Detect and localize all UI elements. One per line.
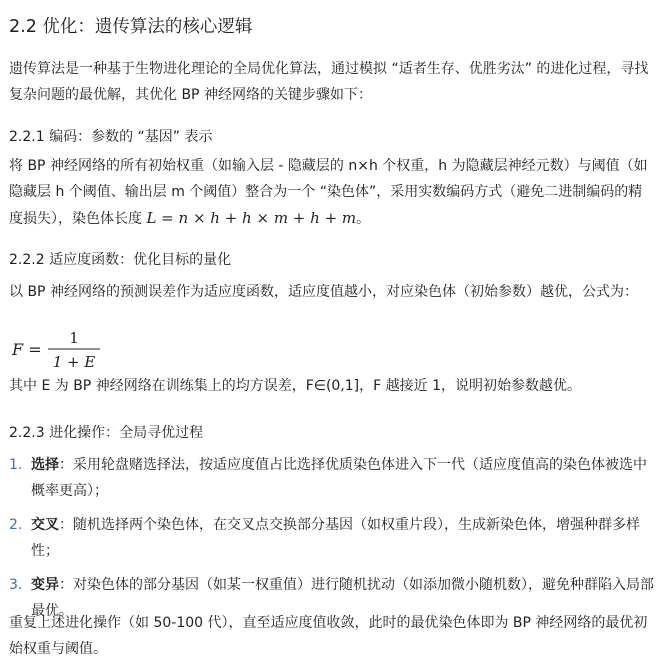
chromosome-length-formula: L = n × h + h × m + h + m: [146, 209, 357, 227]
step-text: ：随机选择两个染色体，在交叉点交换部分基因（如权重片段），生成新染色体，增强种群多样性；: [31, 517, 640, 559]
encoding-text: 将 BP 神经网络的所有初始权重（如输入层 - 隐藏层的 n×h 个权重，h 为隐藏层神经元数）与阈值（如隐藏层 h 个阈值、输出层 m 个阈值）整合为一个 “染色体”，采用实数编码方式（避免二进制编码的精度损失），染色体长度: [9, 158, 648, 227]
subsection-heading-fitness: 2.2.2 适应度函数：优化目标的量化: [9, 252, 232, 268]
step-term: 选择: [31, 457, 59, 473]
list-number: 2.: [9, 517, 23, 533]
evolution-steps-list: [9, 452, 659, 624]
step-term: 变异: [31, 577, 59, 593]
encoding-paragraph: [9, 153, 653, 232]
list-item-selection: [9, 452, 659, 504]
list-number: 3.: [9, 577, 23, 593]
closing-paragraph: 重复上述进化操作（如 50-100 代），直至适应度值收敛，此时的最优染色体即为 BP 神经网络的最优初始权重与阈值。: [9, 615, 648, 657]
fitness-explanation: 其中 E 为 BP 神经网络在训练集上的均方误差，F∈(0,1]，F 越接近 1，说明初始参数越优。: [9, 378, 581, 394]
step-term: 交叉: [31, 517, 59, 533]
encoding-end: 。: [356, 211, 371, 227]
intro-paragraph: 遗传算法是一种基于生物进化理论的全局优化算法，通过模拟 “适者生存、优胜劣汰” 的进化过程，寻找复杂问题的最优解，其优化 BP 神经网络的关键步骤如下：: [9, 61, 649, 103]
section-title: 2.2 优化：遗传算法的核心逻辑: [9, 17, 253, 37]
formula-numerator: 1: [69, 329, 79, 347]
step-text: ：对染色体的部分基因（如某一权重值）进行随机扰动（如添加微小随机数），避免种群陷入局部最优。: [31, 577, 654, 619]
list-number: 1.: [9, 457, 23, 473]
subsection-heading-encoding: 2.2.1 编码：参数的 “基因” 表示: [9, 129, 213, 145]
step-text: ：采用轮盘赌选择法，按适应度值占比选择优质染色体进入下一代（适应度值高的染色体被选中概率更高）；: [31, 457, 647, 499]
formula-denominator: 1 + E: [52, 353, 96, 371]
subsection-heading-evolution: 2.2.3 进化操作：全局寻优过程: [9, 425, 204, 441]
formula-lhs: F =: [12, 340, 42, 359]
fitness-paragraph: 以 BP 神经网络的预测误差作为适应度函数，适应度值越小，对应染色体（初始参数）越优，公式为：: [9, 284, 638, 300]
fitness-formula: [12, 327, 132, 371]
list-item-crossover: [9, 512, 659, 564]
